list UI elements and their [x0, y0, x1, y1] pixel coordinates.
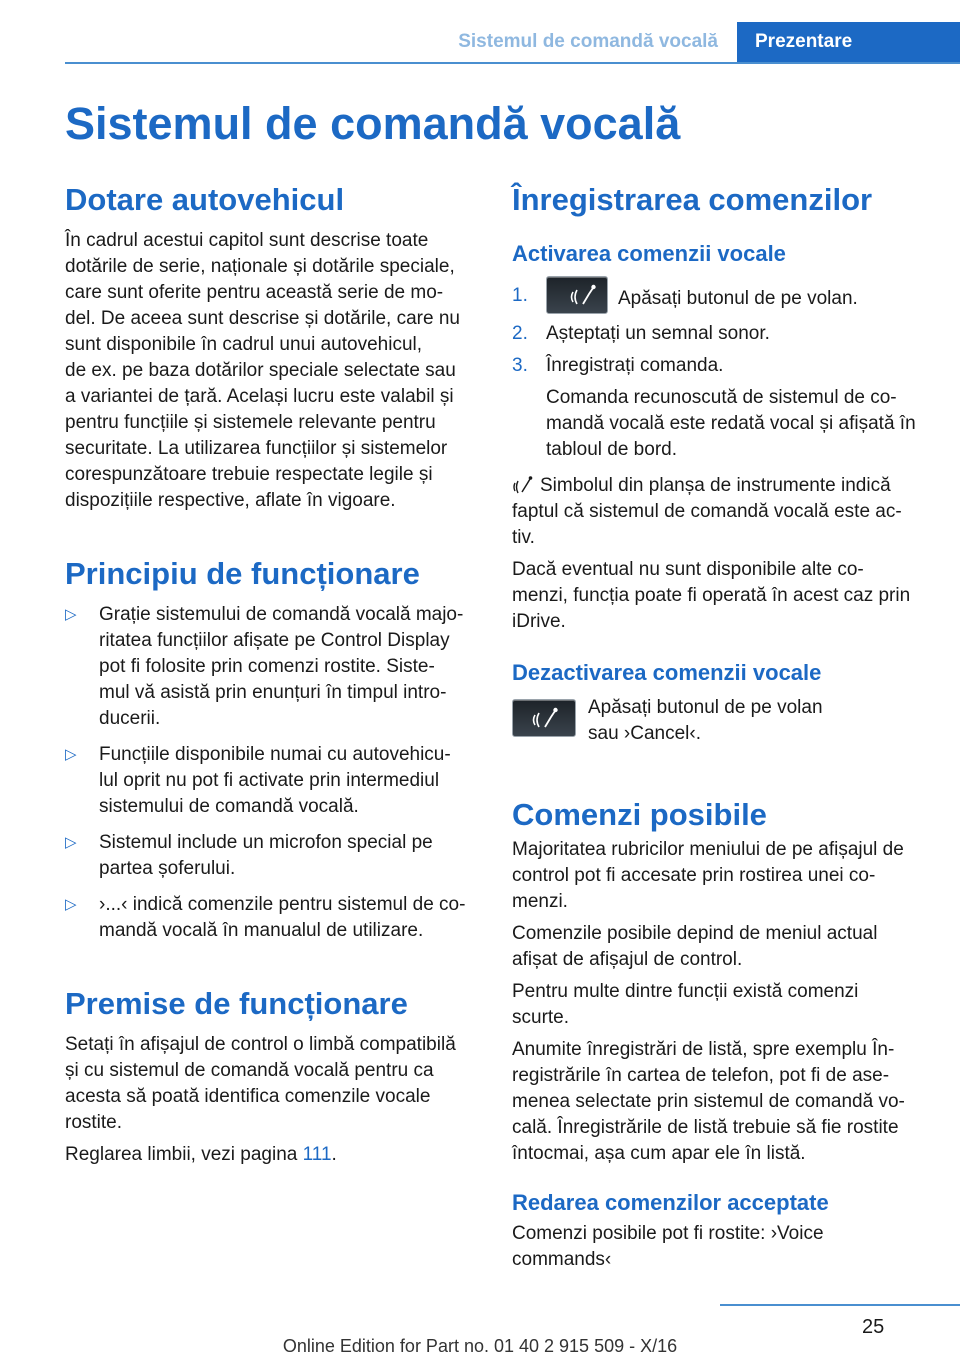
bullet-triangle-icon: ▷ [65, 896, 77, 913]
page-title: Sistemul de comandă vocală [65, 98, 681, 149]
page-reference-link[interactable]: 111 [302, 1144, 332, 1165]
idrive-paragraph: Dacă eventual nu sunt disponibile alte co- menzi, funcția poate fi operată în acest caz prin iDrive. [512, 559, 911, 632]
bullet-triangle-icon: ▷ [65, 834, 77, 851]
activation-steps [512, 276, 927, 379]
bullet-item: ▷ Sistemul include un microfon special pe partea șoferului. [65, 832, 433, 879]
step-item: 1. Apăsați butonul de pe volan. [512, 276, 927, 319]
commands-paragraph-4: Anumite înregistrări de listă, spre exemplu În- registrările în cartea de telefon, pot fi de ase- menea selectate prin sistemul de comandă vo- cală. Înregistrările de listă trebuie să fie rostite întocmai, așa cum apar ele în listă. [512, 1039, 905, 1164]
symbol-note: Simbolul din planșa de instrumente indică faptul că sistemul de comandă vocală este ac- tiv. [512, 475, 902, 548]
subheading-playback: Redarea comenzilor acceptate [512, 1190, 829, 1215]
bullet-triangle-icon: ▷ [65, 746, 77, 763]
section-heading-principle: Principiu de funcționare [65, 556, 420, 591]
playback-paragraph: Comenzi posibile pot fi rostite: ›Voice commands‹ [512, 1223, 824, 1270]
left-column [65, 180, 480, 1168]
step3-note: Comanda recunoscută de sistemul de co- mandă vocală este redată vocal și afișată în tabloul de bord. [546, 387, 916, 460]
voice-command-icon [527, 706, 561, 732]
equipment-paragraph: În cadrul acestui capitol sunt descrise toate dotările de serie, naționale și dotările speciale, care sunt oferite pentru această serie de mo- del. De aceea sunt descrise și dotările, care nu sunt disponibile în cadrul unui autovehicul, de ex. pe baza dotărilor speciale selectate sau a variantei de țară. Același lucru este valabil și pentru funcțiile și sistemele relevante pentru securitate. La utilizarea funcțiilor și sistemelor corespunzătoare trebuie respectate legile și dispozițiile respective, aflate în vigoare. [65, 230, 460, 511]
commands-paragraph-1: Majoritatea rubricilor meniului de pe afișajul de control pot fi accesate prin rostirea unei co- menzi. [512, 839, 904, 912]
voice-button-image [546, 276, 608, 314]
commands-paragraph-2: Comenzile posibile depind de meniul actual afișat de afișajul de control. [512, 923, 878, 970]
subheading-deactivate: Dezactivarea comenzii vocale [512, 660, 822, 685]
language-reference: Reglarea limbii, vezi pagina 111. [65, 1144, 337, 1165]
header-chapter-tab[interactable]: Prezentare [737, 22, 960, 62]
right-column [512, 180, 927, 1273]
deactivate-row [512, 695, 927, 747]
section-heading-equipment: Dotare autovehicul [65, 182, 345, 217]
footer-rule [720, 1304, 960, 1306]
bullet-item: ▷ ›...‹ indică comenzile pentru sistemul de co- mandă vocală în manualul de utilizare. [65, 894, 466, 941]
section-heading-recording: Înregistrarea comenzilor [512, 182, 873, 217]
prerequisites-paragraph: Setați în afișajul de control o limbă compatibilă și cu sistemul de comandă vocală pentru ca acesta să poată identifica comenzile vocale rostite. [65, 1034, 456, 1133]
section-heading-prerequisites: Premise de funcționare [65, 986, 408, 1021]
subheading-activate: Activarea comenzii vocale [512, 241, 786, 266]
edition-footer: Online Edition for Part no. 01 40 2 915 509 - X/16 [282, 1336, 678, 1356]
bullet-triangle-icon: ▷ [65, 606, 77, 623]
page-number: 25 [862, 1316, 885, 1338]
commands-paragraph-3: Pentru multe dintre funcții există comenzi scurte. [512, 981, 859, 1028]
bullet-item: ▷ Funcțiile disponibile numai cu autovehicu- lul oprit nu pot fi activate prin intermediul sistemului de comandă vocală. [65, 744, 451, 817]
step-item: 2. Așteptați un semnal sonor. [512, 323, 770, 344]
bullet-item: ▷ Grație sistemului de comandă vocală majo- ritatea funcțiilor afișate pe Control Display pot fi folosite prin comenzi rostite. Siste- mul vă asistă prin enunțuri în timpul intro- ducerii. [65, 604, 464, 729]
header-section-title: Sistemul de comandă vocală [458, 31, 718, 52]
header-rule [65, 62, 960, 64]
section-heading-commands: Comenzi posibile [512, 797, 767, 832]
principle-bullet-list [65, 602, 480, 944]
voice-symbol-icon [512, 475, 534, 495]
step-item: 3. Înregistrați comanda. [512, 355, 724, 376]
voice-command-icon [565, 283, 599, 309]
deactivate-text: Apăsați butonul de pe volan sau ›Cancel‹. [588, 697, 823, 744]
voice-button-image [512, 699, 576, 737]
